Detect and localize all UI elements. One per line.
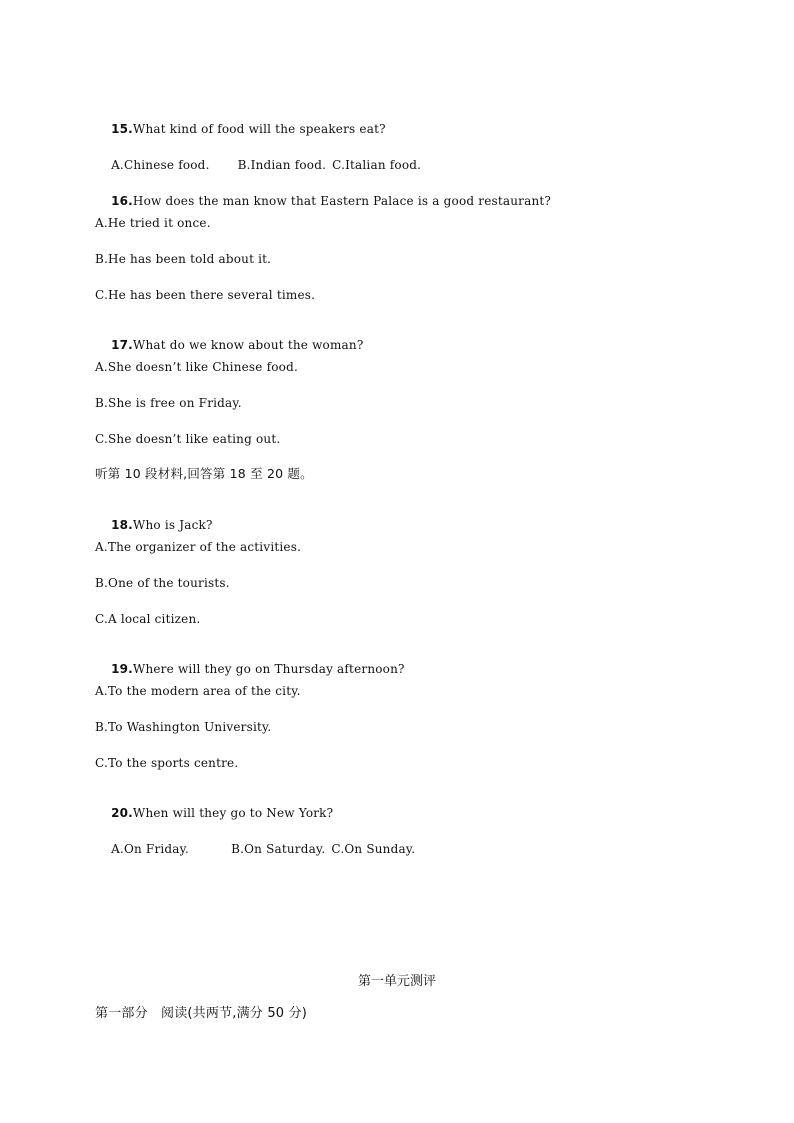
option-a: A.On Friday. <box>111 842 190 856</box>
question-number: 15. <box>111 122 133 136</box>
question-number: 20. <box>111 806 133 820</box>
option-b: B.He has been told about it. <box>95 252 272 266</box>
option-a: A.Chinese food. <box>111 158 210 172</box>
question-number: 18. <box>111 518 133 532</box>
question-text: When will they go to New York? <box>132 806 334 820</box>
option-a: A.He tried it once. <box>95 216 211 230</box>
option-a: A.The organizer of the activities. <box>95 540 302 554</box>
option-b: B.On Saturday. <box>231 842 326 856</box>
part-heading: 第一部分 阅读(共两节,满分 50 分) <box>95 1006 308 1021</box>
question-text: What do we know about the woman? <box>132 338 364 352</box>
question-number: 19. <box>111 662 133 676</box>
option-c: C.A local citizen. <box>95 612 201 626</box>
option-c: C.Italian food. <box>332 158 422 172</box>
option-b: B.Indian food. <box>237 158 327 172</box>
option-b: B.To Washington University. <box>95 720 272 734</box>
listening-instruction: 听第 10 段材料,回答第 18 至 20 题。 <box>95 466 313 481</box>
question-text: Where will they go on Thursday afternoon? <box>132 662 405 676</box>
question-20-options <box>95 828 415 870</box>
option-b: B.One of the tourists. <box>95 576 230 590</box>
question-text: Who is Jack? <box>132 518 213 532</box>
question-number: 17. <box>111 338 133 352</box>
option-c: C.To the sports centre. <box>95 756 239 770</box>
option-c: C.He has been there several times. <box>95 288 316 302</box>
option-c: C.On Sunday. <box>331 842 416 856</box>
option-a: A.She doesn’t like Chinese food. <box>95 360 298 374</box>
question-number: 16. <box>111 194 133 208</box>
option-c: C.She doesn’t like eating out. <box>95 432 281 446</box>
unit-title: 第一单元测评 <box>357 974 436 989</box>
option-b: B.She is free on Friday. <box>95 396 242 410</box>
option-a: A.To the modern area of the city. <box>95 684 301 698</box>
question-text: How does the man know that Eastern Palace is a good restaurant? <box>132 194 552 208</box>
question-text: What kind of food will the speakers eat? <box>132 122 386 136</box>
